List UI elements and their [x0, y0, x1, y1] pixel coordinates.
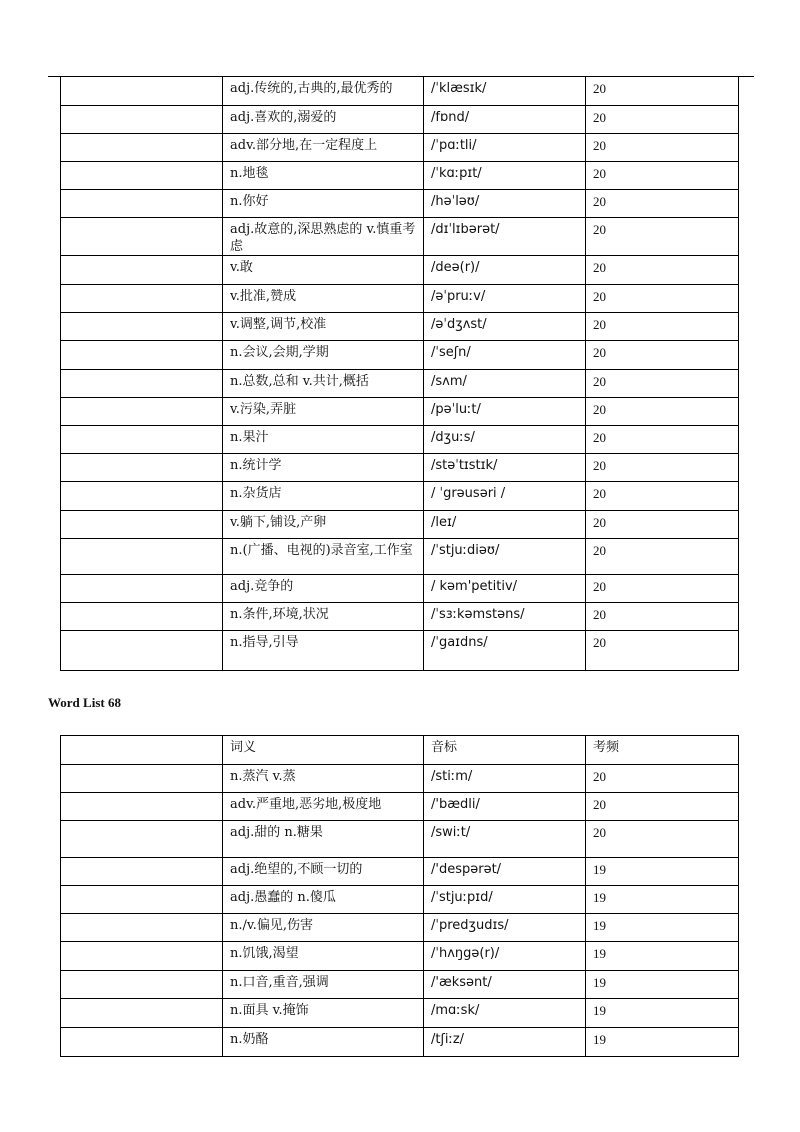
frequency-cell: 19	[586, 886, 739, 914]
frequency-cell: 20	[586, 821, 739, 858]
index-cell	[61, 736, 223, 765]
table-row	[61, 256, 739, 285]
table-row	[61, 971, 739, 999]
index-cell	[61, 821, 223, 858]
meaning-cell: v.污染,弄脏	[223, 398, 424, 426]
table-row	[61, 370, 739, 398]
phonetic-cell: / kəm'petitiv/	[424, 575, 586, 603]
table-row	[61, 886, 739, 914]
table-row	[61, 106, 739, 134]
index-cell	[61, 285, 223, 313]
frequency-cell: 20	[586, 511, 739, 539]
phonetic-cell: /ˈhʌŋgə(r)/	[424, 942, 586, 971]
phonetic-cell: / ˈgrəusəri /	[424, 482, 586, 511]
phonetic-cell: /əˈdʒʌst/	[424, 313, 586, 341]
frequency-cell: 19	[586, 999, 739, 1028]
meaning-cell: n.饥饿,渴望	[223, 942, 424, 971]
table-row	[61, 341, 739, 370]
phonetic-cell: /'despərət/	[424, 858, 586, 886]
table-row	[61, 858, 739, 886]
phonetic-cell: /ˈgaɪdns/	[424, 631, 586, 671]
phonetic-cell: /stiːm/	[424, 765, 586, 793]
table-row	[61, 539, 739, 575]
index-cell	[61, 134, 223, 162]
frequency-cell: 19	[586, 971, 739, 999]
frequency-cell: 20	[586, 106, 739, 134]
meaning-cell: adj.故意的,深思熟虑的 v.慎重考虑	[223, 218, 424, 256]
frequency-cell: 20	[586, 285, 739, 313]
phonetic-cell: /ˈklæsɪk/	[424, 77, 586, 106]
frequency-cell: 20	[586, 426, 739, 454]
index-cell	[61, 886, 223, 914]
table-row	[61, 285, 739, 313]
index-cell	[61, 971, 223, 999]
word-list-title: Word List 68	[48, 695, 121, 710]
meaning-cell: v.调整,调节,校准	[223, 313, 424, 341]
meaning-cell: n.果汁	[223, 426, 424, 454]
index-cell	[61, 942, 223, 971]
meaning-cell: adj.喜欢的,溺爱的	[223, 106, 424, 134]
frequency-cell: 20	[586, 398, 739, 426]
frequency-cell: 19	[586, 858, 739, 886]
frequency-cell: 20	[586, 603, 739, 631]
frequency-cell: 20	[586, 313, 739, 341]
index-cell	[61, 313, 223, 341]
index-cell	[61, 765, 223, 793]
index-cell	[61, 218, 223, 256]
meaning-cell: n.(广播、电视的)录音室,工作室	[223, 539, 424, 575]
table-row	[61, 914, 739, 942]
table-row	[61, 603, 739, 631]
frequency-cell: 20	[586, 793, 739, 821]
phonetic-cell: /ˈpɑːtli/	[424, 134, 586, 162]
table-row	[61, 821, 739, 858]
table-row	[61, 482, 739, 511]
table-row	[61, 942, 739, 971]
meaning-cell: n.蒸汽 v.蒸	[223, 765, 424, 793]
table-row	[61, 631, 739, 671]
index-cell	[61, 999, 223, 1028]
meaning-cell: adj.甜的 n.糖果	[223, 821, 424, 858]
index-cell	[61, 575, 223, 603]
phonetic-cell: /həˈləʊ/	[424, 190, 586, 218]
table-row	[61, 999, 739, 1028]
meaning-cell: n.你好	[223, 190, 424, 218]
phonetic-cell: /'bædli/	[424, 793, 586, 821]
meaning-cell: v.批准,赞成	[223, 285, 424, 313]
frequency-cell: 20	[586, 190, 739, 218]
index-cell	[61, 341, 223, 370]
table-row	[61, 398, 739, 426]
phonetic-cell: /fɒnd/	[424, 106, 586, 134]
header-frequency: 考频	[586, 736, 739, 765]
table-row	[61, 454, 739, 482]
frequency-cell: 20	[586, 341, 739, 370]
index-cell	[61, 1028, 223, 1057]
meaning-cell: n.指导,引导	[223, 631, 424, 671]
frequency-cell: 19	[586, 914, 739, 942]
table-row	[61, 218, 739, 256]
header-meaning: 词义	[223, 736, 424, 765]
index-cell	[61, 631, 223, 671]
index-cell	[61, 914, 223, 942]
meaning-cell: n.口音,重音,强调	[223, 971, 424, 999]
frequency-cell: 19	[586, 942, 739, 971]
meaning-cell: adj.绝望的,不顾一切的	[223, 858, 424, 886]
meaning-cell: n.地毯	[223, 162, 424, 190]
phonetic-cell: /ˈkɑːpɪt/	[424, 162, 586, 190]
table-row	[61, 511, 739, 539]
meaning-cell: adv.部分地,在一定程度上	[223, 134, 424, 162]
meaning-cell: n.统计学	[223, 454, 424, 482]
phonetic-cell: /tʃiːz/	[424, 1028, 586, 1057]
index-cell	[61, 370, 223, 398]
table-row	[61, 313, 739, 341]
meaning-cell: n.会议,会期,学期	[223, 341, 424, 370]
index-cell	[61, 162, 223, 190]
frequency-cell: 20	[586, 256, 739, 285]
index-cell	[61, 539, 223, 575]
index-cell	[61, 190, 223, 218]
phonetic-cell: /sʌm/	[424, 370, 586, 398]
phonetic-cell: /ˈstjuːpɪd/	[424, 886, 586, 914]
frequency-cell: 20	[586, 575, 739, 603]
phonetic-cell: /əˈpruːv/	[424, 285, 586, 313]
table-row	[61, 575, 739, 603]
index-cell	[61, 511, 223, 539]
meaning-cell: n.奶酪	[223, 1028, 424, 1057]
frequency-cell: 20	[586, 77, 739, 106]
table-row	[61, 793, 739, 821]
table-row	[61, 190, 739, 218]
index-cell	[61, 77, 223, 106]
frequency-cell: 20	[586, 454, 739, 482]
frequency-cell: 19	[586, 1028, 739, 1057]
meaning-cell: adv.严重地,恶劣地,极度地	[223, 793, 424, 821]
frequency-cell: 20	[586, 539, 739, 575]
index-cell	[61, 858, 223, 886]
meaning-cell: v.躺下,铺设,产卵	[223, 511, 424, 539]
phonetic-cell: /deə(r)/	[424, 256, 586, 285]
index-cell	[61, 256, 223, 285]
meaning-cell: adj.传统的,古典的,最优秀的	[223, 77, 424, 106]
phonetic-cell: /dʒuːs/	[424, 426, 586, 454]
frequency-cell: 20	[586, 631, 739, 671]
phonetic-cell: /dɪˈlɪbərət/	[424, 218, 586, 256]
phonetic-cell: /ˈseʃn/	[424, 341, 586, 370]
word-table-continued	[60, 76, 739, 671]
meaning-cell: adj.竞争的	[223, 575, 424, 603]
frequency-cell: 20	[586, 765, 739, 793]
meaning-cell: n.面具 v.掩饰	[223, 999, 424, 1028]
phonetic-cell: /ˈsɜːkəmstəns/	[424, 603, 586, 631]
phonetic-cell: /ˈstjuːdiəʊ/	[424, 539, 586, 575]
table-row	[61, 162, 739, 190]
index-cell	[61, 793, 223, 821]
header-phonetic: 音标	[424, 736, 586, 765]
table-row	[61, 134, 739, 162]
phonetic-cell: /swiːt/	[424, 821, 586, 858]
phonetic-cell: /leɪ/	[424, 511, 586, 539]
meaning-cell: adj.愚蠢的 n.傻瓜	[223, 886, 424, 914]
frequency-cell: 20	[586, 134, 739, 162]
phonetic-cell: /mɑːsk/	[424, 999, 586, 1028]
table-row	[61, 426, 739, 454]
phonetic-cell: /stəˈtɪstɪk/	[424, 454, 586, 482]
frequency-cell: 20	[586, 370, 739, 398]
phonetic-cell: /ˈpredʒudɪs/	[424, 914, 586, 942]
phonetic-cell: /'æksənt/	[424, 971, 586, 999]
frequency-cell: 20	[586, 162, 739, 190]
index-cell	[61, 454, 223, 482]
table-row	[61, 765, 739, 793]
frequency-cell: 20	[586, 482, 739, 511]
table-row	[61, 77, 739, 106]
phonetic-cell: /pəˈluːt/	[424, 398, 586, 426]
table-row	[61, 1028, 739, 1057]
meaning-cell: n.总数,总和 v.共计,概括	[223, 370, 424, 398]
index-cell	[61, 106, 223, 134]
table-header-row	[61, 736, 739, 765]
meaning-cell: n./v.偏见,伤害	[223, 914, 424, 942]
index-cell	[61, 398, 223, 426]
word-list-68-table	[60, 735, 739, 1057]
meaning-cell: n.条件,环境,状况	[223, 603, 424, 631]
index-cell	[61, 603, 223, 631]
meaning-cell: n.杂货店	[223, 482, 424, 511]
meaning-cell: v.敢	[223, 256, 424, 285]
index-cell	[61, 482, 223, 511]
index-cell	[61, 426, 223, 454]
frequency-cell: 20	[586, 218, 739, 256]
